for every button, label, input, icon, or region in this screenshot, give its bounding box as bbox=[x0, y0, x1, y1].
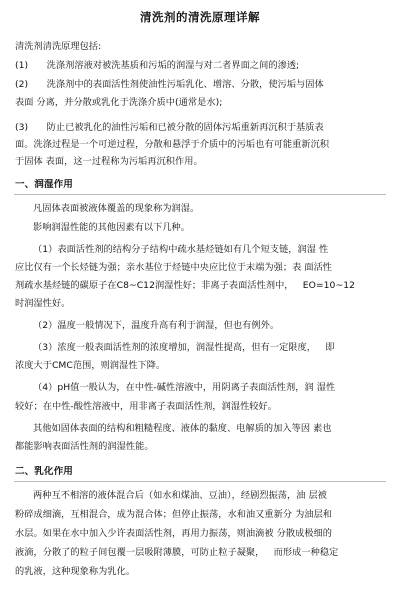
body-line: (3) 防止已被乳化的油性污垢和已被分散的固体污垢重新再沉积于基质表 bbox=[15, 122, 324, 133]
body-line: 时润湿性好。 bbox=[15, 298, 71, 309]
body-line: 于固体 表面，这一过程称为污垢再沉积作用。 bbox=[15, 156, 203, 167]
section-heading-emulsification: 二、乳化作用 bbox=[15, 466, 73, 477]
body-line: （2）温度一般情况下，温度升高有利于润湿，但也有例外。 bbox=[33, 320, 280, 331]
body-line: 较好；在中性-酸性溶液中，用非离子表面活性剂，润湿性较好。 bbox=[15, 401, 278, 412]
body-line: 应比仅有一个长烃链为强；亲水基位于烃链中央应比位于末端为强；表 面活性 bbox=[15, 262, 333, 273]
body-line: 表面 分离，并分散或乳化于洗涤介质中(通常是水); bbox=[15, 97, 223, 108]
body-line: 液滴，分散了的粒子间包覆一层吸附薄膜，可防止粒子凝聚， 而形成一种稳定 bbox=[15, 547, 339, 558]
section-divider bbox=[14, 481, 386, 482]
body-line: （3）浓度一般表面活性剂的浓度增加，润湿性提高，但有一定限度， 即 bbox=[33, 342, 335, 353]
body-line: 粉碎成细滴，互相混合，成为混合体；但停止振荡，水和油又重新分 为油层和 bbox=[15, 509, 333, 520]
body-line: 面。洗涤过程是一个可逆过程，分散和悬浮于介质中的污垢也有可能重新沉积 bbox=[15, 139, 330, 150]
body-line: （1）表面活性剂的结构分子结构中疏水基烃链如有几个短支链，润湿 性 bbox=[33, 244, 329, 255]
body-line: 凡固体表面被液体覆盖的现象称为润湿。 bbox=[33, 203, 200, 214]
section-divider bbox=[14, 194, 386, 195]
body-line: 剂疏水基烃链的碳原子在C8~C12润湿性好；非离子表面活性剂中， EO=10~12 bbox=[15, 280, 355, 291]
section-heading-wetting: 一、润湿作用 bbox=[15, 179, 73, 190]
body-line: （4）pH值一般认为，在中性-碱性溶液中，用阴离子表面活性剂，润 湿性 bbox=[33, 382, 336, 393]
page-title: 清洗剂的清洗原理详解 bbox=[140, 10, 260, 24]
body-line: 都能影响表面活性剂的润湿性能。 bbox=[15, 441, 154, 452]
body-line: 影响润湿性能的其他因素有以下几种。 bbox=[33, 222, 191, 233]
body-line: 其他如固体表面的结构和粗糙程度、液体的黏度、电解质的加入等因 素也 bbox=[33, 423, 332, 434]
body-line: (2) 洗涤剂中的表面活性剂使油性污垢乳化、增溶、分散，使污垢与固体 bbox=[15, 79, 324, 90]
body-line: 两种互不相溶的液体混合后（如水和煤油、豆油），经剧烈振荡，油 层被 bbox=[33, 490, 327, 501]
body-line: 清洗剂清洗原理包括: bbox=[15, 41, 102, 52]
body-line: 浓度大于CMC范围，则润湿性下降。 bbox=[15, 360, 166, 371]
body-line: (1) 洗涤剂溶液对被洗基质和污垢的润湿与对二者界面之间的渗透; bbox=[15, 60, 300, 71]
body-line: 的乳液，这种现象称为乳化。 bbox=[15, 566, 136, 577]
body-line: 水层。如果在水中加入少许表面活性剂，再用力振荡，则油滴被 分散成极细的 bbox=[15, 528, 333, 539]
